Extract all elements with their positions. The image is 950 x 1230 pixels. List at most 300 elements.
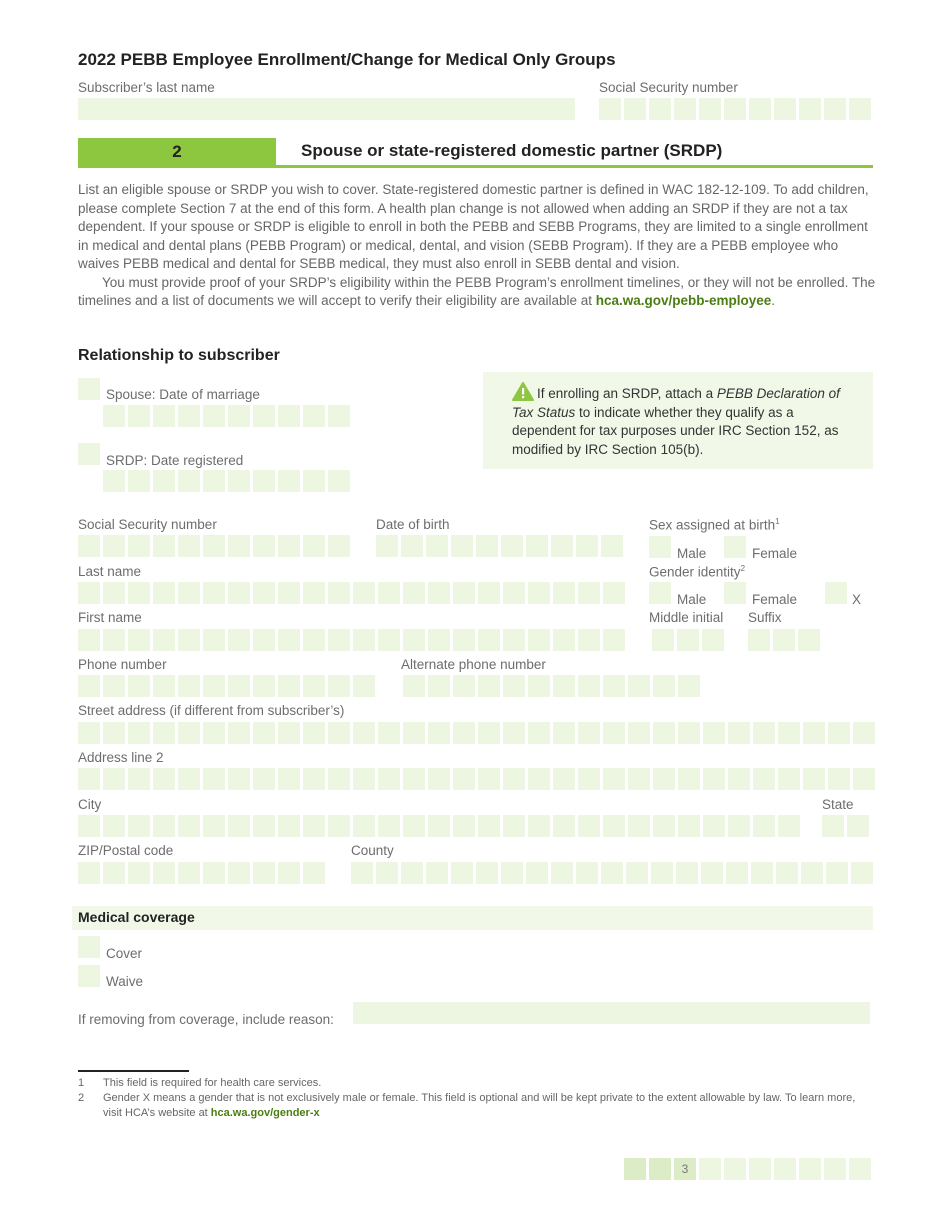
input-cell[interactable]	[103, 582, 125, 604]
input-cell[interactable]	[599, 98, 621, 120]
input-cell[interactable]	[403, 768, 425, 790]
input-cell[interactable]	[128, 535, 150, 557]
removal-reason-input[interactable]	[353, 1002, 870, 1024]
footnote-2: 2 Gender X means a gender that is not exclusively male or female. This field is optional and will be kept private to the extent allowable by law. To learn more, visit HCA’s website at hca.wa.gov/gender-x	[78, 1092, 856, 1119]
input-cell[interactable]	[403, 629, 425, 651]
input-cell[interactable]	[228, 470, 250, 492]
input-cell[interactable]	[451, 862, 473, 884]
input-cell[interactable]	[328, 405, 350, 427]
input-cell[interactable]	[753, 768, 775, 790]
input-cell[interactable]	[228, 405, 250, 427]
input-cell[interactable]	[351, 862, 373, 884]
input-cell[interactable]	[551, 862, 573, 884]
spouse-checkbox[interactable]	[78, 378, 100, 400]
input-cell[interactable]	[426, 535, 448, 557]
input-cell[interactable]	[103, 405, 125, 427]
input-cell[interactable]	[603, 629, 625, 651]
input-cell[interactable]	[253, 629, 275, 651]
gender-x-link[interactable]: hca.wa.gov/gender-x	[210, 1106, 320, 1119]
input-cell[interactable]	[303, 815, 325, 837]
input-cell[interactable]	[773, 629, 795, 651]
input-cell[interactable]	[453, 629, 475, 651]
input-cell[interactable]	[178, 722, 200, 744]
input-cell[interactable]	[503, 815, 525, 837]
input-cell[interactable]	[103, 535, 125, 557]
suffix-input[interactable]	[748, 629, 820, 651]
input-cell[interactable]	[303, 629, 325, 651]
input-cell[interactable]	[103, 862, 125, 884]
input-cell[interactable]	[303, 862, 325, 884]
first-name-input[interactable]	[78, 629, 625, 651]
input-cell[interactable]	[601, 862, 623, 884]
input-cell[interactable]	[253, 675, 275, 697]
input-cell[interactable]	[578, 629, 600, 651]
input-cell[interactable]	[353, 675, 375, 697]
marriage-date-input[interactable]	[103, 405, 350, 427]
input-cell[interactable]	[478, 722, 500, 744]
input-cell[interactable]	[253, 768, 275, 790]
input-cell[interactable]	[103, 815, 125, 837]
input-cell[interactable]	[503, 582, 525, 604]
input-cell[interactable]	[824, 98, 846, 120]
input-cell[interactable]	[674, 98, 696, 120]
address2-label: Address line 2	[78, 750, 164, 765]
input-cell[interactable]	[203, 470, 225, 492]
input-cell[interactable]	[551, 535, 573, 557]
input-cell[interactable]	[798, 629, 820, 651]
input-cell[interactable]	[128, 815, 150, 837]
input-cell[interactable]	[503, 629, 525, 651]
input-cell[interactable]	[178, 768, 200, 790]
input-cell[interactable]	[253, 722, 275, 744]
input-cell[interactable]	[553, 722, 575, 744]
input-cell[interactable]	[203, 535, 225, 557]
input-cell[interactable]	[653, 768, 675, 790]
input-cell[interactable]	[203, 582, 225, 604]
input-cell[interactable]	[376, 862, 398, 884]
input-cell[interactable]	[528, 582, 550, 604]
input-cell[interactable]	[278, 722, 300, 744]
input-cell[interactable]	[628, 815, 650, 837]
sex-female-checkbox[interactable]	[724, 536, 746, 558]
input-cell[interactable]	[803, 768, 825, 790]
input-cell[interactable]	[153, 470, 175, 492]
input-cell[interactable]	[653, 722, 675, 744]
input-cell[interactable]	[253, 815, 275, 837]
input-cell[interactable]	[778, 768, 800, 790]
input-cell[interactable]	[703, 722, 725, 744]
input-cell[interactable]	[353, 582, 375, 604]
input-cell[interactable]	[78, 675, 100, 697]
cover-label: Cover	[106, 946, 143, 961]
input-cell[interactable]	[378, 629, 400, 651]
state-input[interactable]	[822, 815, 869, 837]
input-cell[interactable]	[178, 582, 200, 604]
input-cell[interactable]	[503, 722, 525, 744]
input-cell[interactable]	[578, 722, 600, 744]
input-cell[interactable]	[576, 862, 598, 884]
input-cell[interactable]	[603, 675, 625, 697]
input-cell[interactable]	[303, 405, 325, 427]
input-cell[interactable]	[78, 722, 100, 744]
input-cell[interactable]	[749, 98, 771, 120]
input-cell[interactable]	[603, 768, 625, 790]
intro-text	[78, 181, 878, 311]
input-cell[interactable]	[78, 768, 100, 790]
input-cell[interactable]	[778, 722, 800, 744]
input-cell[interactable]	[378, 582, 400, 604]
input-cell[interactable]	[828, 722, 850, 744]
input-cell[interactable]	[128, 582, 150, 604]
input-cell[interactable]	[403, 675, 425, 697]
input-cell[interactable]	[774, 98, 796, 120]
input-cell[interactable]	[203, 405, 225, 427]
input-cell[interactable]	[428, 582, 450, 604]
input-cell[interactable]	[401, 862, 423, 884]
input-cell[interactable]	[626, 862, 648, 884]
input-cell[interactable]	[451, 535, 473, 557]
input-cell[interactable]	[253, 862, 275, 884]
input-cell[interactable]	[203, 722, 225, 744]
input-cell[interactable]	[103, 768, 125, 790]
input-cell[interactable]	[628, 675, 650, 697]
input-cell[interactable]	[153, 582, 175, 604]
input-cell[interactable]	[128, 722, 150, 744]
input-cell[interactable]	[278, 675, 300, 697]
input-cell[interactable]	[228, 768, 250, 790]
input-cell[interactable]	[578, 675, 600, 697]
input-cell[interactable]	[303, 722, 325, 744]
subscriber-ssn-input[interactable]	[599, 98, 871, 120]
input-cell[interactable]	[624, 98, 646, 120]
input-cell[interactable]	[628, 768, 650, 790]
input-cell[interactable]	[328, 535, 350, 557]
input-cell[interactable]	[822, 815, 844, 837]
input-cell[interactable]	[828, 768, 850, 790]
srdp-date-input[interactable]	[103, 470, 350, 492]
input-cell[interactable]	[203, 768, 225, 790]
input-cell[interactable]	[303, 535, 325, 557]
input-cell[interactable]	[553, 768, 575, 790]
street-input[interactable]	[78, 722, 875, 744]
input-cell[interactable]	[726, 862, 748, 884]
input-cell[interactable]	[748, 629, 770, 651]
input-cell[interactable]	[376, 535, 398, 557]
input-cell[interactable]	[278, 582, 300, 604]
input-cell[interactable]	[153, 815, 175, 837]
gender-male-checkbox[interactable]	[649, 582, 671, 604]
input-cell[interactable]	[378, 815, 400, 837]
input-cell[interactable]	[553, 675, 575, 697]
input-cell[interactable]	[678, 768, 700, 790]
input-cell[interactable]	[753, 815, 775, 837]
input-cell[interactable]	[603, 815, 625, 837]
relationship-heading: Relationship to subscriber	[78, 347, 280, 364]
input-cell[interactable]	[103, 470, 125, 492]
srdp-checkbox[interactable]	[78, 443, 100, 465]
input-cell[interactable]	[128, 862, 150, 884]
middle-initial-input[interactable]	[652, 629, 724, 651]
warning-triangle-icon	[512, 382, 534, 401]
input-cell[interactable]	[228, 582, 250, 604]
input-cell[interactable]	[378, 722, 400, 744]
input-cell[interactable]	[203, 629, 225, 651]
sex-male-label: Male	[677, 546, 707, 561]
input-cell[interactable]	[553, 629, 575, 651]
input-cell[interactable]	[799, 98, 821, 120]
input-cell[interactable]	[649, 98, 671, 120]
city-input[interactable]	[78, 815, 800, 837]
input-cell[interactable]	[353, 722, 375, 744]
input-cell[interactable]	[453, 768, 475, 790]
input-cell[interactable]	[853, 768, 875, 790]
waive-checkbox[interactable]	[78, 965, 100, 987]
input-cell[interactable]	[128, 629, 150, 651]
input-cell[interactable]	[628, 722, 650, 744]
input-cell[interactable]	[153, 675, 175, 697]
cover-checkbox[interactable]	[78, 936, 100, 958]
input-cell[interactable]	[453, 722, 475, 744]
input-cell[interactable]	[853, 722, 875, 744]
input-cell[interactable]	[751, 862, 773, 884]
input-cell[interactable]	[203, 675, 225, 697]
input-cell[interactable]	[678, 815, 700, 837]
input-cell[interactable]	[228, 675, 250, 697]
page-number: 3	[674, 1158, 696, 1180]
gender-x-checkbox[interactable]	[825, 582, 847, 604]
input-cell[interactable]	[526, 535, 548, 557]
input-cell[interactable]	[603, 582, 625, 604]
input-cell[interactable]	[303, 470, 325, 492]
input-cell[interactable]	[128, 470, 150, 492]
input-cell[interactable]	[178, 470, 200, 492]
input-cell[interactable]	[528, 722, 550, 744]
input-cell[interactable]	[601, 535, 623, 557]
input-cell[interactable]	[303, 768, 325, 790]
input-cell[interactable]	[453, 582, 475, 604]
pebb-employee-link[interactable]: hca.wa.gov/pebb-employee	[595, 293, 772, 308]
input-cell[interactable]	[849, 98, 871, 120]
input-cell[interactable]	[328, 470, 350, 492]
input-cell[interactable]	[403, 815, 425, 837]
intro-paragraph-1: List an eligible spouse or SRDP you wish to cover. State-registered domestic partner is defined in WAC 182-12-109. To add children, please complete Section 7 at the end of this form. A health plan change is not allowed when adding an SRDP if they are not a tax dependent. If your spouse or SRDP is eligible to enroll in both the PEBB and SEBB Programs, they are limited to a single enrollment in medical and dental plans (PEBB Program) or medical, dental, and vision (SEBB Program). If they are a PEBB employee who waives PEBB medical and dental for SEBB medical, they must also enroll in SEBB dental and vision.	[78, 182, 869, 271]
ssn-input[interactable]	[78, 535, 350, 557]
input-cell[interactable]	[103, 675, 125, 697]
input-cell[interactable]	[803, 722, 825, 744]
input-cell[interactable]	[576, 535, 598, 557]
input-cell[interactable]	[403, 722, 425, 744]
county-label: County	[351, 843, 394, 858]
input-cell[interactable]	[676, 862, 698, 884]
input-cell[interactable]	[651, 862, 673, 884]
input-cell[interactable]	[653, 675, 675, 697]
phone-input[interactable]	[78, 675, 375, 697]
input-cell[interactable]	[847, 815, 869, 837]
street-label: Street address (if different from subscriber’s)	[78, 703, 345, 718]
input-cell[interactable]	[78, 582, 100, 604]
input-cell[interactable]	[253, 405, 275, 427]
input-cell[interactable]	[278, 815, 300, 837]
input-cell[interactable]	[278, 405, 300, 427]
input-cell[interactable]	[428, 675, 450, 697]
input-cell[interactable]	[428, 768, 450, 790]
input-cell[interactable]	[553, 582, 575, 604]
input-cell[interactable]	[478, 675, 500, 697]
input-cell[interactable]	[478, 815, 500, 837]
input-cell[interactable]	[851, 862, 873, 884]
input-cell[interactable]	[78, 629, 100, 651]
input-cell[interactable]	[328, 582, 350, 604]
input-cell[interactable]	[278, 470, 300, 492]
input-cell[interactable]	[278, 629, 300, 651]
input-cell[interactable]	[503, 768, 525, 790]
input-cell[interactable]	[253, 470, 275, 492]
input-cell[interactable]	[476, 535, 498, 557]
input-cell[interactable]	[426, 862, 448, 884]
input-cell[interactable]	[78, 815, 100, 837]
input-cell[interactable]	[128, 768, 150, 790]
input-cell[interactable]	[528, 815, 550, 837]
input-cell[interactable]	[728, 768, 750, 790]
input-cell[interactable]	[153, 722, 175, 744]
input-cell[interactable]	[178, 675, 200, 697]
input-cell[interactable]	[453, 675, 475, 697]
last-name-input[interactable]	[78, 582, 625, 604]
input-cell[interactable]	[328, 722, 350, 744]
input-cell[interactable]	[103, 629, 125, 651]
input-cell[interactable]	[801, 862, 823, 884]
dob-input[interactable]	[376, 535, 623, 557]
input-cell[interactable]	[528, 629, 550, 651]
input-cell[interactable]	[728, 815, 750, 837]
input-cell[interactable]	[578, 815, 600, 837]
input-cell[interactable]	[353, 629, 375, 651]
section-number: 2	[78, 138, 276, 166]
input-cell[interactable]	[303, 582, 325, 604]
input-cell[interactable]	[153, 862, 175, 884]
input-cell[interactable]	[701, 862, 723, 884]
input-cell[interactable]	[653, 815, 675, 837]
input-cell[interactable]	[328, 768, 350, 790]
input-cell[interactable]	[776, 862, 798, 884]
input-cell[interactable]	[178, 405, 200, 427]
input-cell[interactable]	[603, 722, 625, 744]
input-cell[interactable]	[328, 629, 350, 651]
input-cell[interactable]	[501, 862, 523, 884]
input-cell[interactable]	[128, 675, 150, 697]
input-cell[interactable]	[178, 815, 200, 837]
input-cell[interactable]	[724, 98, 746, 120]
address2-input[interactable]	[78, 768, 875, 790]
input-cell[interactable]	[203, 862, 225, 884]
gender-female-label: Female	[752, 592, 798, 607]
gender-female-checkbox[interactable]	[724, 582, 746, 604]
input-cell[interactable]	[678, 722, 700, 744]
input-cell[interactable]	[253, 535, 275, 557]
input-cell[interactable]	[153, 405, 175, 427]
input-cell[interactable]	[553, 815, 575, 837]
input-cell[interactable]	[228, 862, 250, 884]
input-cell[interactable]	[128, 405, 150, 427]
footnote-1: 1 This field is required for health care services.	[78, 1077, 322, 1089]
input-cell[interactable]	[678, 675, 700, 697]
input-cell[interactable]	[278, 535, 300, 557]
input-cell[interactable]	[153, 629, 175, 651]
input-cell[interactable]	[528, 768, 550, 790]
input-cell[interactable]	[476, 862, 498, 884]
input-cell[interactable]	[526, 862, 548, 884]
suffix-label: Suffix	[748, 610, 782, 625]
input-cell[interactable]	[578, 768, 600, 790]
input-cell[interactable]	[652, 629, 674, 651]
input-cell[interactable]	[328, 675, 350, 697]
input-cell[interactable]	[478, 629, 500, 651]
input-cell[interactable]	[428, 629, 450, 651]
input-cell[interactable]	[478, 768, 500, 790]
input-cell[interactable]	[203, 815, 225, 837]
input-cell[interactable]	[699, 98, 721, 120]
input-cell[interactable]	[153, 768, 175, 790]
input-cell[interactable]	[78, 535, 100, 557]
input-cell[interactable]	[178, 862, 200, 884]
input-cell[interactable]	[178, 629, 200, 651]
input-cell[interactable]	[353, 815, 375, 837]
input-cell[interactable]	[503, 675, 525, 697]
input-cell[interactable]	[278, 862, 300, 884]
input-cell[interactable]	[178, 535, 200, 557]
input-cell[interactable]	[528, 675, 550, 697]
input-cell[interactable]	[428, 815, 450, 837]
input-cell[interactable]	[778, 815, 800, 837]
input-cell[interactable]	[702, 629, 724, 651]
input-cell[interactable]	[753, 722, 775, 744]
input-cell[interactable]	[78, 862, 100, 884]
input-cell[interactable]	[478, 582, 500, 604]
input-cell[interactable]	[278, 768, 300, 790]
input-cell[interactable]	[303, 675, 325, 697]
input-cell[interactable]	[228, 535, 250, 557]
input-cell[interactable]	[253, 582, 275, 604]
input-cell[interactable]	[677, 629, 699, 651]
input-cell[interactable]	[228, 722, 250, 744]
input-cell[interactable]	[403, 582, 425, 604]
input-cell[interactable]	[703, 768, 725, 790]
zip-input[interactable]	[78, 862, 325, 884]
sex-male-checkbox[interactable]	[649, 536, 671, 558]
input-cell[interactable]	[103, 722, 125, 744]
input-cell[interactable]	[353, 768, 375, 790]
input-cell[interactable]	[578, 582, 600, 604]
dob-label: Date of birth	[376, 517, 450, 532]
subscriber-last-name-input[interactable]	[78, 98, 575, 120]
alt-phone-input[interactable]	[403, 675, 700, 697]
input-cell[interactable]	[228, 815, 250, 837]
input-cell[interactable]	[428, 722, 450, 744]
input-cell[interactable]	[703, 815, 725, 837]
input-cell[interactable]	[501, 535, 523, 557]
input-cell[interactable]	[401, 535, 423, 557]
input-cell[interactable]	[453, 815, 475, 837]
zip-label: ZIP/Postal code	[78, 843, 174, 858]
input-cell[interactable]	[153, 535, 175, 557]
county-input[interactable]	[351, 862, 873, 884]
removal-reason-label: If removing from coverage, include reason:	[78, 1012, 334, 1027]
input-cell[interactable]	[826, 862, 848, 884]
input-cell[interactable]	[378, 768, 400, 790]
input-cell[interactable]	[728, 722, 750, 744]
input-cell[interactable]	[328, 815, 350, 837]
input-cell[interactable]	[228, 629, 250, 651]
